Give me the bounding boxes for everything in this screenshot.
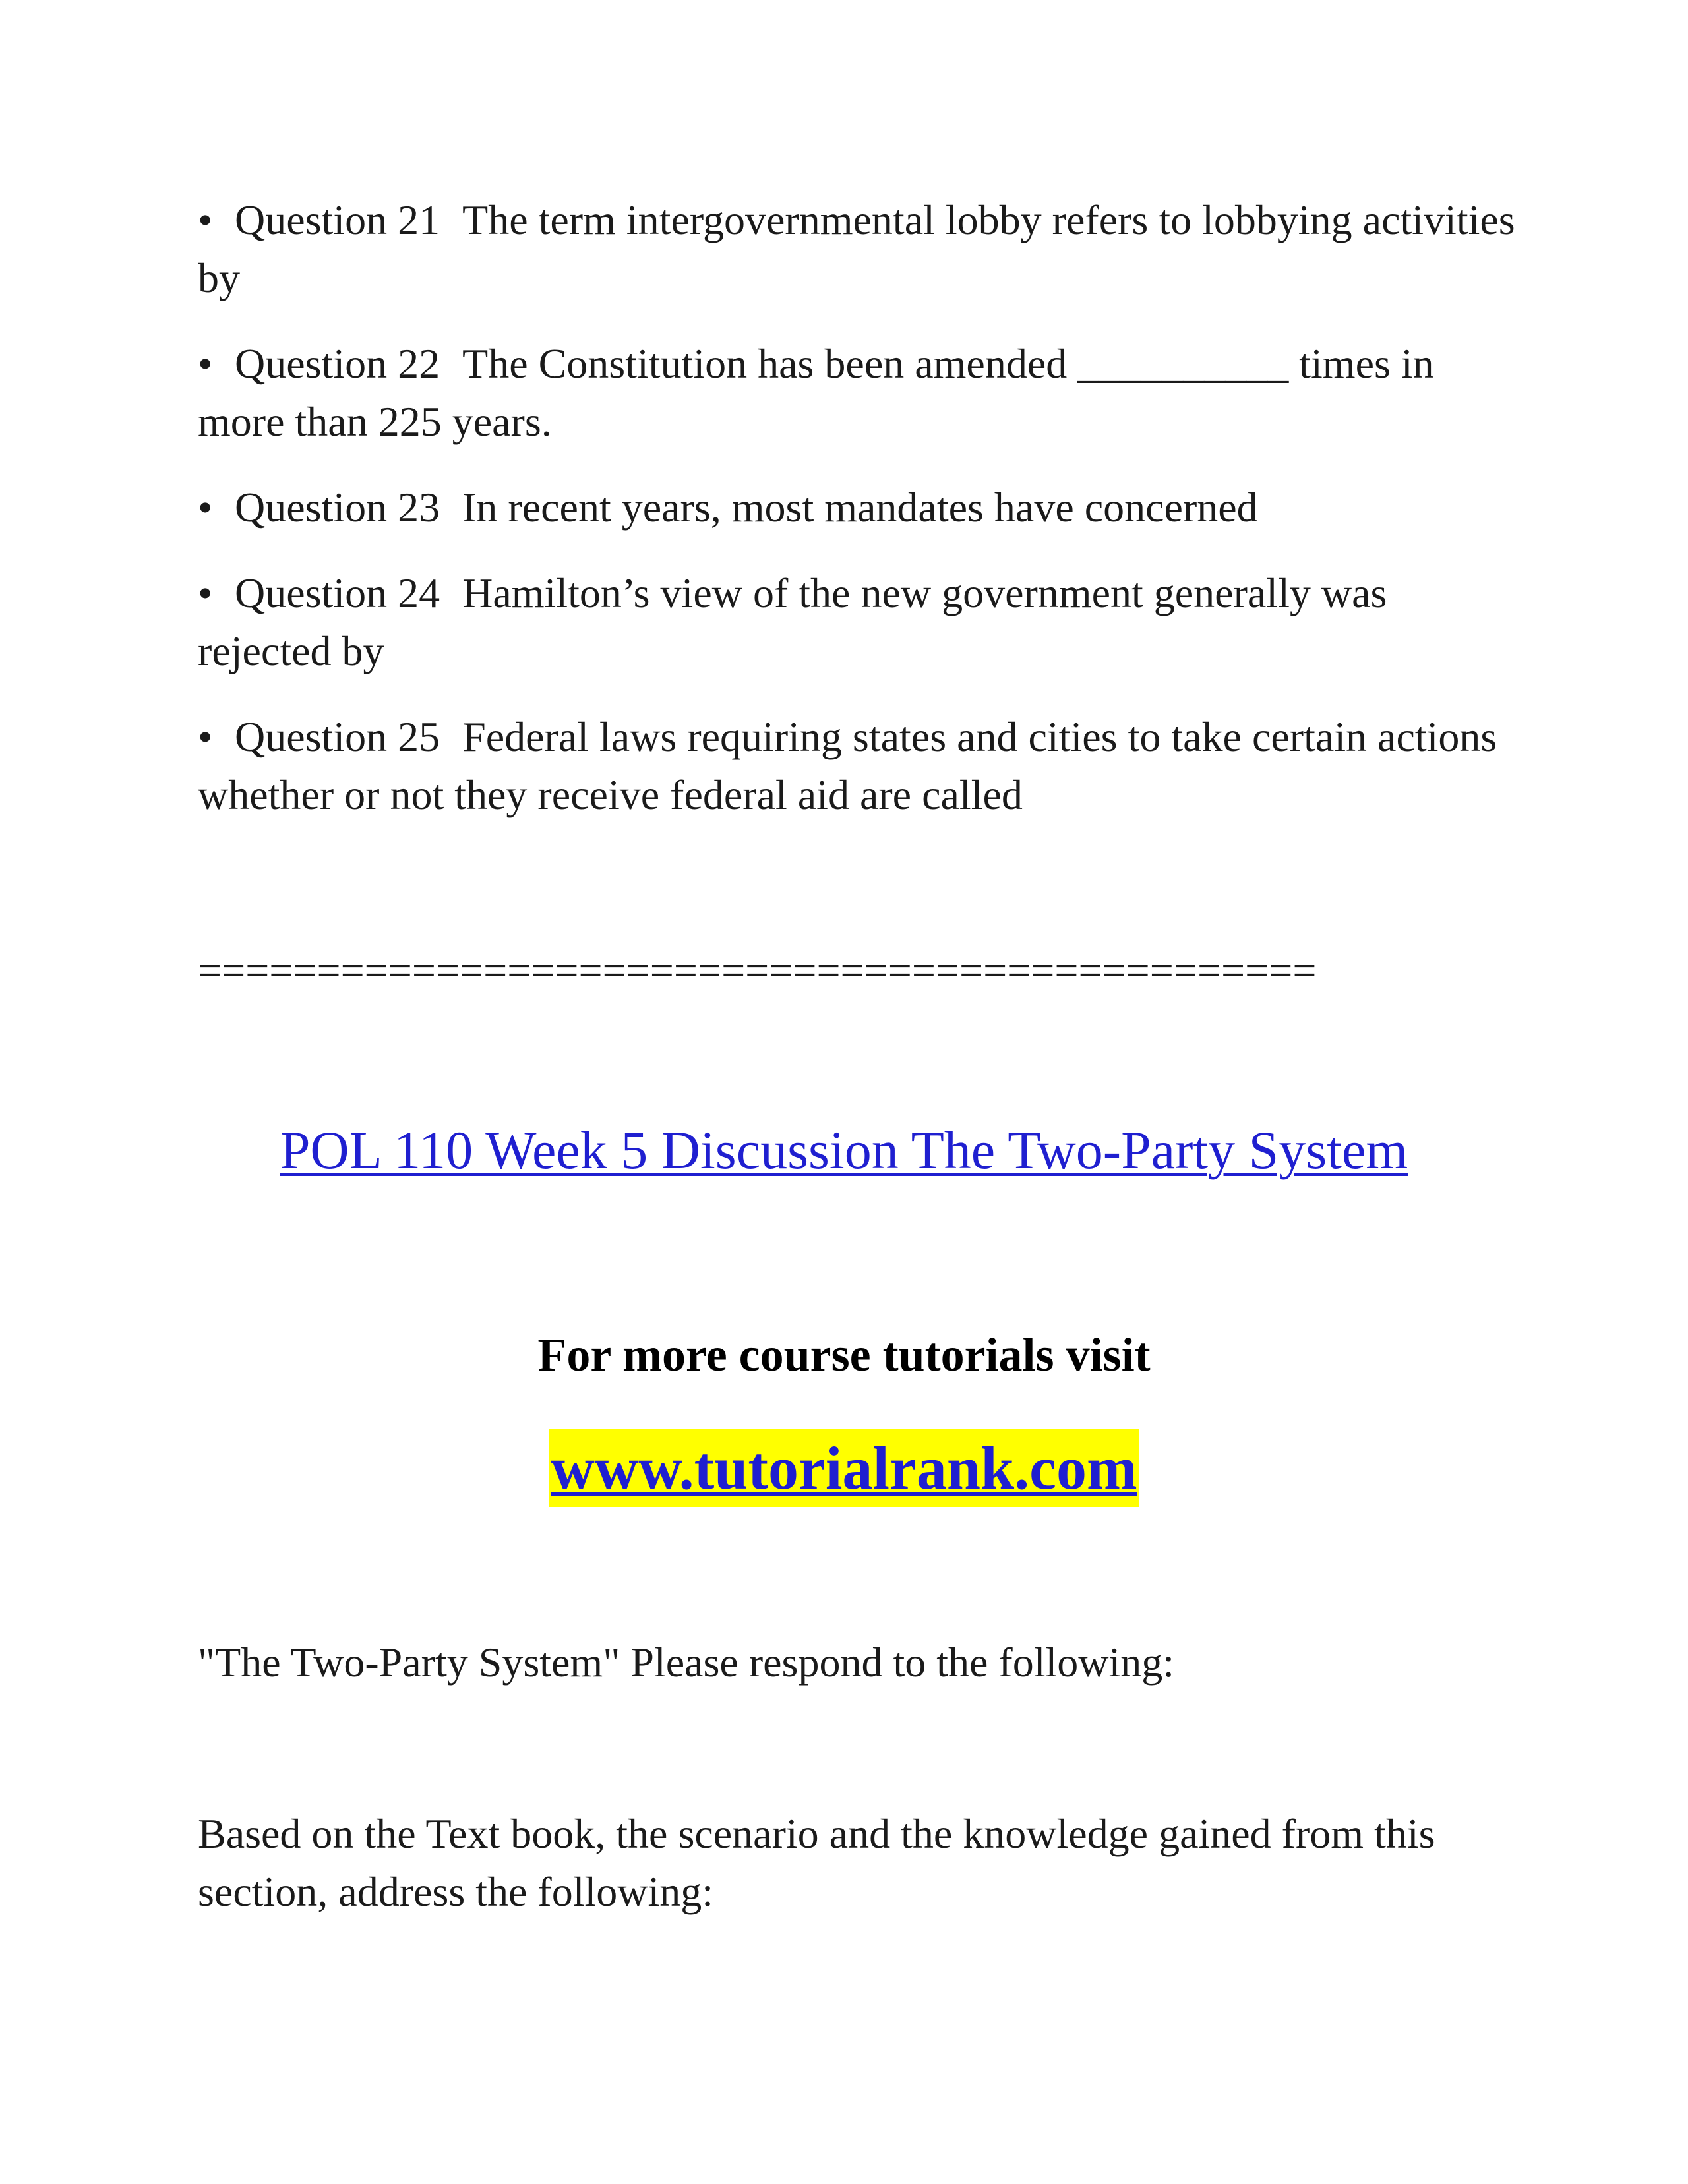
question-list [198, 191, 1517, 852]
question-item [198, 191, 1517, 307]
question-item [198, 564, 1517, 680]
question-text: Federal laws requiring states and cities to take certain actions whether or not they receive federal aid are called [198, 713, 1497, 818]
discussion-title [0, 1114, 1688, 1187]
bullet: • [198, 196, 213, 243]
question-label: Question 23 [235, 484, 440, 531]
instructions-paragraph: Based on the Text book, the scenario and the knowledge gained from this section, address the following: [198, 1810, 1435, 1915]
discussion-title-link[interactable]: POL 110 Week 5 Discussion The Two-Party System [280, 1120, 1408, 1180]
question-label: Question 21 [235, 196, 440, 243]
bullet: • [198, 484, 213, 531]
question-label: Question 25 [235, 713, 440, 760]
question-text: The Constitution has been amended __________ times in more than 225 years. [198, 340, 1434, 445]
question-label: Question 24 [235, 570, 440, 616]
question-item [198, 335, 1517, 451]
bullet: • [198, 713, 213, 760]
question-text: In recent years, most mandates have concerned [462, 484, 1258, 531]
section-divider: =============================================== [198, 947, 1317, 993]
question-item [198, 479, 1517, 537]
question-label: Question 22 [235, 340, 440, 387]
question-item [198, 708, 1517, 824]
site-link-container [0, 1429, 1688, 1507]
question-text: Hamilton’s view of the new government generally was rejected by [198, 570, 1387, 674]
bullet: • [198, 340, 213, 387]
site-link[interactable]: www.tutorialrank.com [549, 1429, 1138, 1507]
bullet: • [198, 570, 213, 616]
promo-text: For more course tutorials visit [537, 1328, 1151, 1381]
question-text: The term intergovernmental lobby refers to lobbying activities by [198, 196, 1515, 301]
prompt-paragraph: "The Two-Party System" Please respond to the following: [198, 1639, 1175, 1686]
